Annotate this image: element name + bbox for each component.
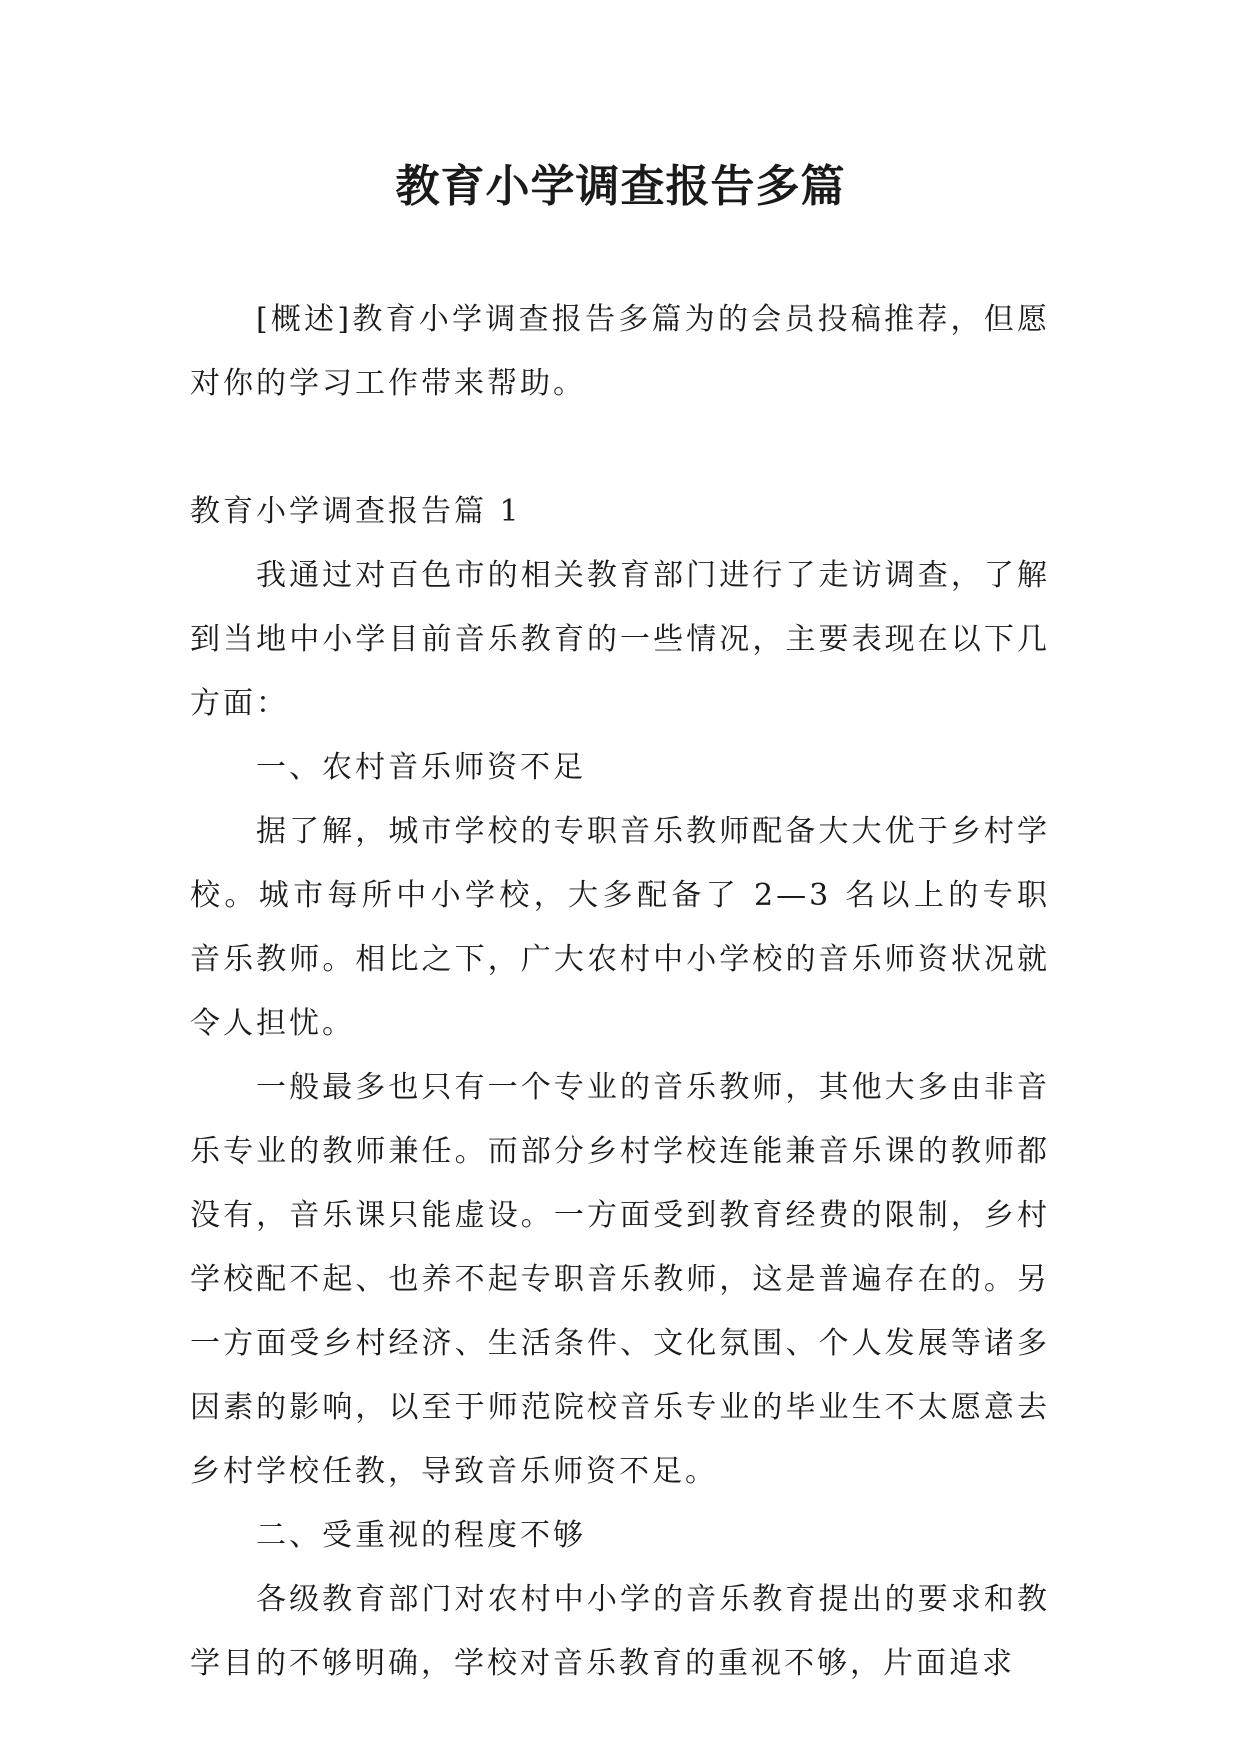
body-paragraph: 一般最多也只有一个专业的音乐教师，其他大多由非音乐专业的教师兼任。而部分乡村学校连能兼音乐课的教师都没有，音乐课只能虚设。一方面受到教育经费的限制，乡村学校配不起、也养不起专职音乐教师，这是普遍存在的。另一方面受乡村经济、生活条件、文化氛围、个人发展等诸多因素的影响，以至于师范院校音乐专业的毕业生不太愿意去乡村学校任教，导致音乐师资不足。 <box>190 1070 1050 1489</box>
document-body <box>190 288 1050 1696</box>
body-paragraph: 我通过对百色市的相关教育部门进行了走访调查，了解到当地中小学目前音乐教育的一些情况，主要表现在以下几方面： <box>190 558 1050 721</box>
subheading: 二、受重视的程度不够 <box>256 1518 586 1553</box>
subheading: 一、农村音乐师资不足 <box>256 750 586 785</box>
document-title: 教育小学调查报告多篇 <box>395 161 846 212</box>
section-heading: 教育小学调查报告篇 1 <box>190 494 522 529</box>
body-paragraph: 据了解，城市学校的专职音乐教师配备大大优于乡村学校。城市每所中小学校，大多配备了 2—3 名以上的专职音乐教师。相比之下，广大农村中小学校的音乐师资状况就令人担忧。 <box>190 814 1050 1041</box>
paragraph-spacer <box>190 416 1050 480</box>
summary-paragraph: [概述]教育小学调查报告多篇为的会员投稿推荐，但愿对你的学习工作带来帮助。 <box>190 302 1050 401</box>
body-paragraph: 各级教育部门对农村中小学的音乐教育提出的要求和教学目的不够明确，学校对音乐教育的重视不够，片面追求 <box>190 1582 1050 1681</box>
